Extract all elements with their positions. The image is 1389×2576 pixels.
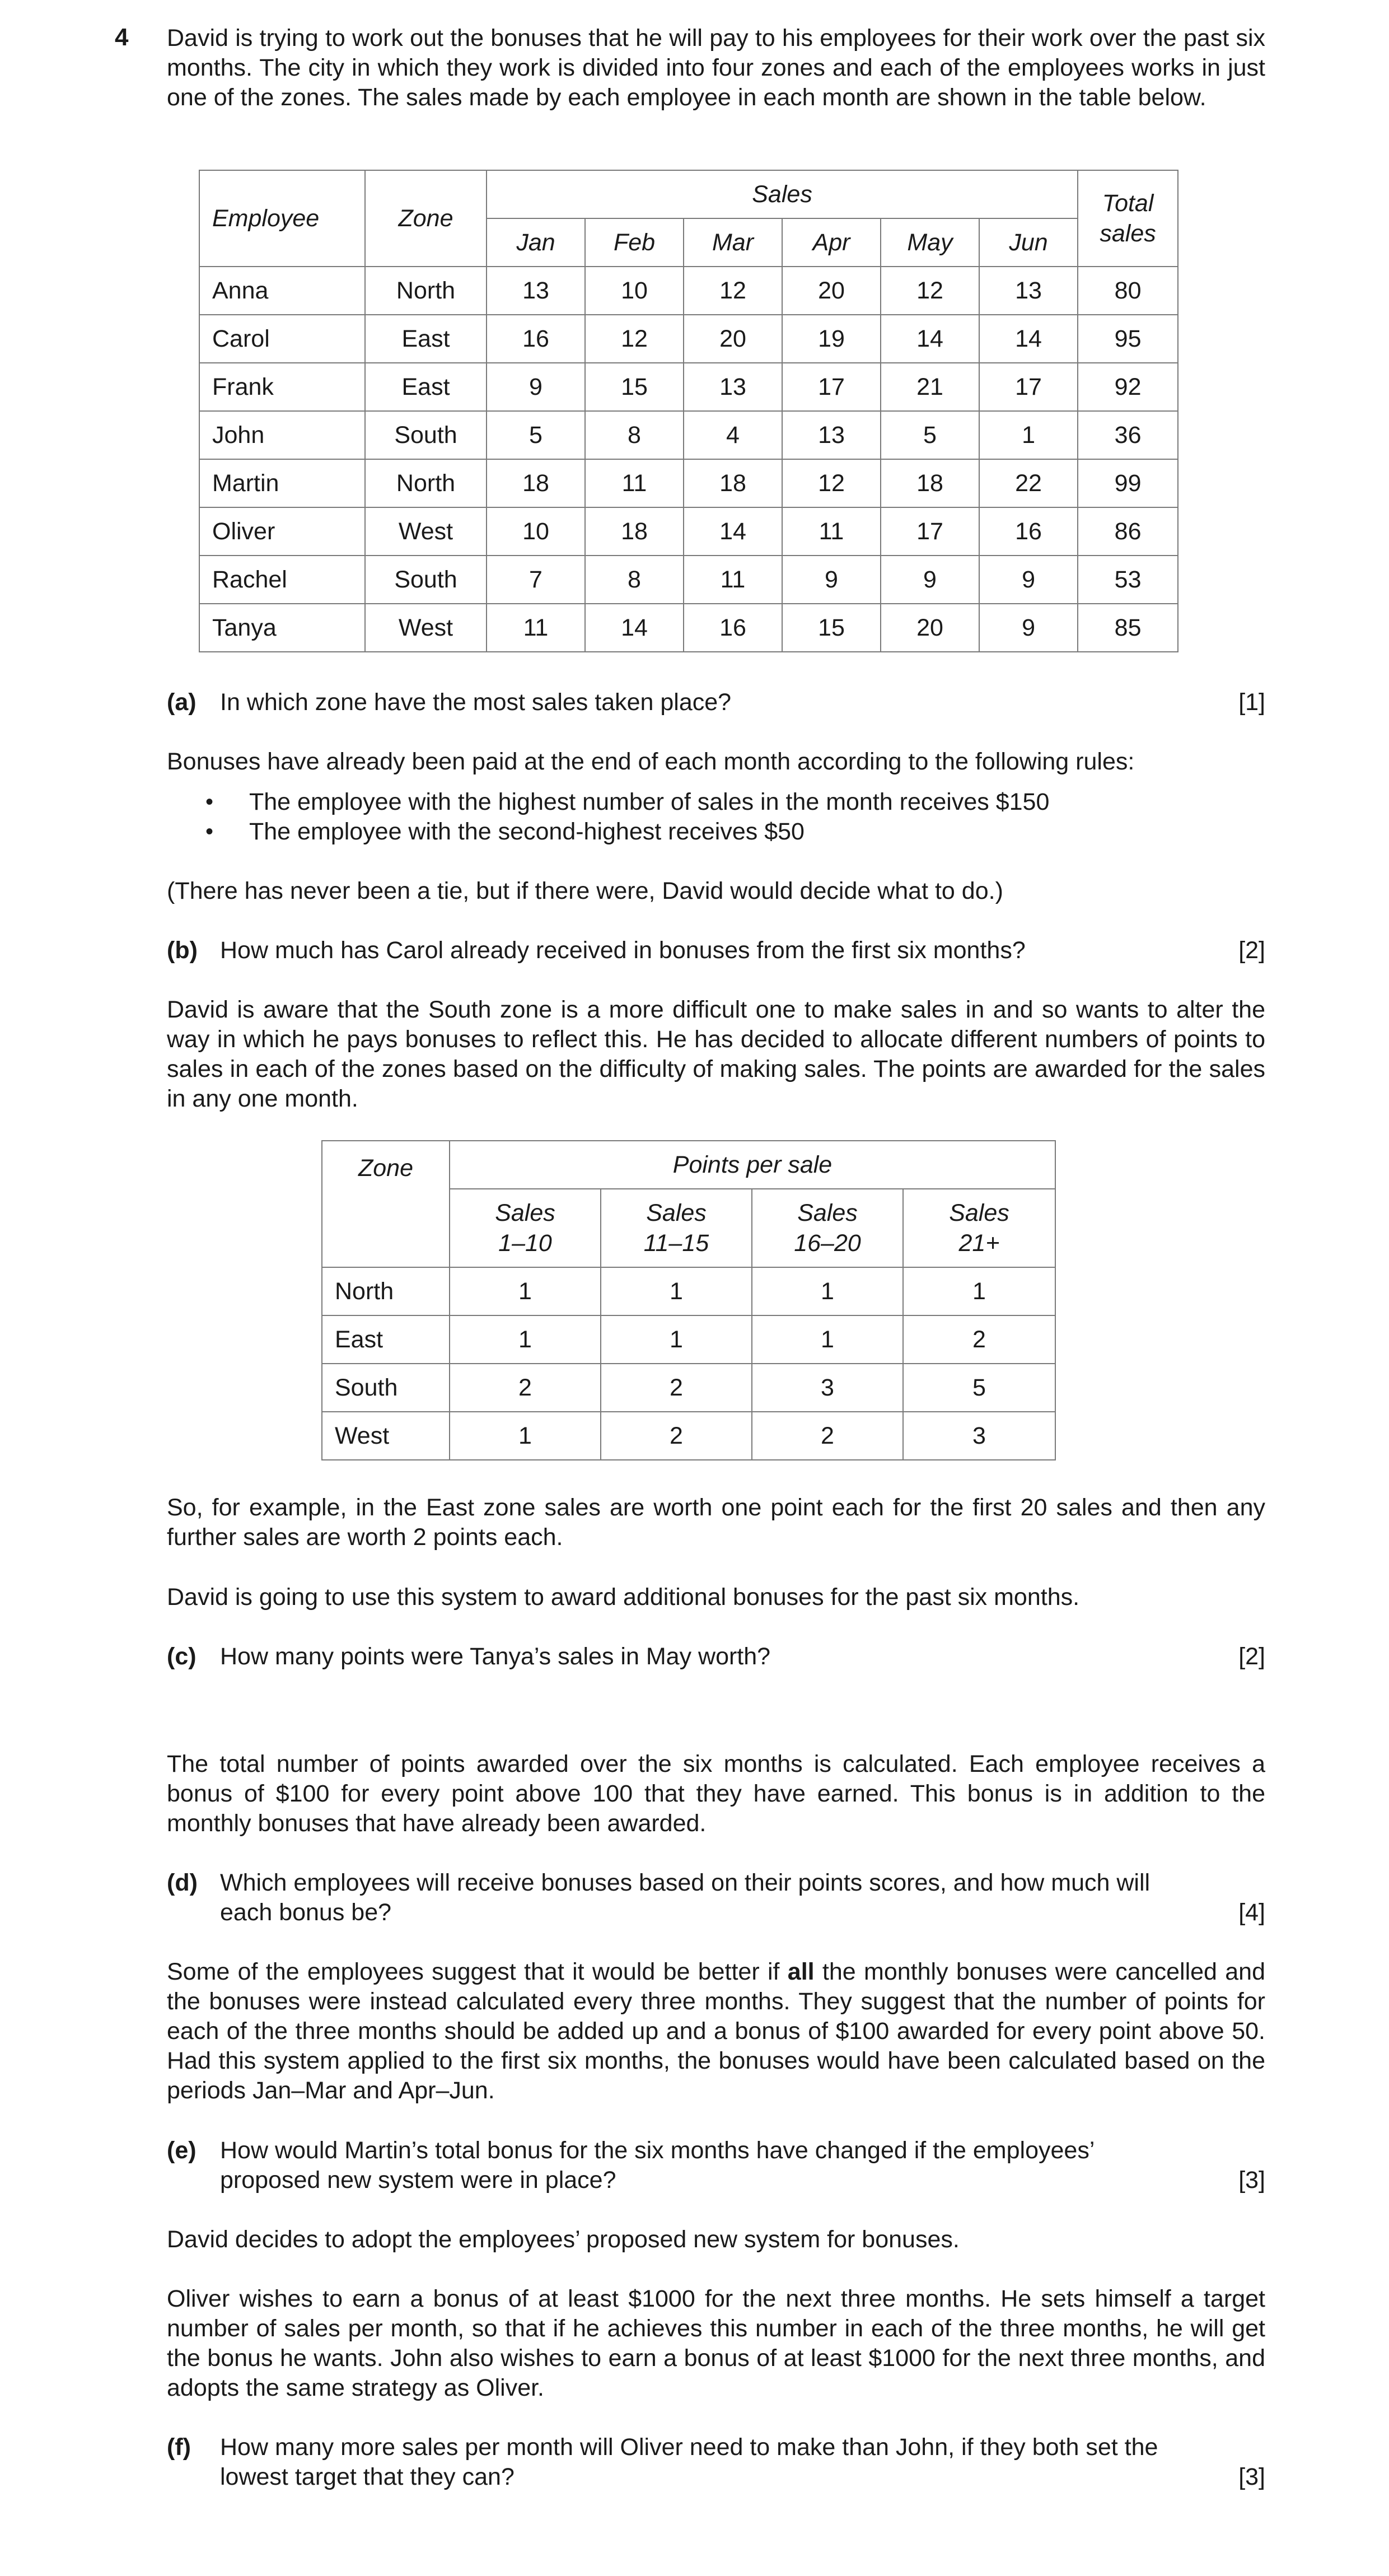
zone-cell: West xyxy=(365,604,487,652)
employee-name-cell: Rachel xyxy=(199,556,365,604)
example-paragraph: So, for example, in the East zone sales are worth one point each for the first 20 sales and then any further sales are worth 2 points each. xyxy=(167,1494,1265,1551)
sales-cell: 9 xyxy=(487,363,585,411)
question-label: (f) xyxy=(167,2434,191,2461)
question-number: 4 xyxy=(115,24,129,51)
employee-name-cell: Martin xyxy=(199,459,365,507)
sales-cell: 14 xyxy=(881,315,979,363)
sales-cell: 16 xyxy=(979,507,1078,556)
bonus-rules-intro: Bonuses have already been paid at the end of each month according to the following rules: xyxy=(167,748,1135,775)
table-row xyxy=(199,315,1178,363)
points-cell: 3 xyxy=(903,1412,1055,1460)
sales-cell: 11 xyxy=(487,604,585,652)
question-marks: [4] xyxy=(1238,1899,1265,1926)
question-marks: [3] xyxy=(1238,2167,1265,2194)
sales-cell: 16 xyxy=(684,604,782,652)
question-text: How many more sales per month will Oliver need to make than John, if they both set the lowest target that they can? xyxy=(220,2434,1158,2490)
sales-cell: 9 xyxy=(782,556,881,604)
table-row xyxy=(199,363,1178,411)
employee-name-cell: Oliver xyxy=(199,507,365,556)
header-month: Jun xyxy=(979,218,1078,267)
sales-cell: 9 xyxy=(979,604,1078,652)
points-cell: 3 xyxy=(752,1364,903,1412)
zone-cell: West xyxy=(322,1412,450,1460)
sales-cell: 8 xyxy=(585,556,684,604)
sales-cell: 13 xyxy=(684,363,782,411)
points-cell: 2 xyxy=(752,1412,903,1460)
points-table xyxy=(321,1140,1056,1460)
total-sales-cell: 95 xyxy=(1078,315,1178,363)
sales-cell: 14 xyxy=(585,604,684,652)
sales-cell: 11 xyxy=(684,556,782,604)
sales-cell: 12 xyxy=(585,315,684,363)
employee-name-cell: Anna xyxy=(199,267,365,315)
header-month: Mar xyxy=(684,218,782,267)
header-month: Jan xyxy=(487,218,585,267)
points-cell: 1 xyxy=(450,1412,601,1460)
sales-cell: 12 xyxy=(684,267,782,315)
header-employee: Employee xyxy=(199,170,365,267)
points-cell: 2 xyxy=(601,1412,752,1460)
total-sales-cell: 36 xyxy=(1078,411,1178,459)
south-zone-paragraph: David is aware that the South zone is a more difficult one to make sales in and so wants to alter the way in which he pays bonuses to reflect this. He has decided to allocate different numbers of points to sales in each of the zones based on the difficulty of making sales. The points are awarded for the sales in any one month. xyxy=(167,996,1265,1112)
question-marks: [2] xyxy=(1238,1643,1265,1670)
sales-cell: 18 xyxy=(881,459,979,507)
bullet-dot: • xyxy=(205,790,214,814)
question-marks: [1] xyxy=(1238,689,1265,716)
sales-cell: 20 xyxy=(782,267,881,315)
header-sales-band: Sales 16–20 xyxy=(752,1189,903,1267)
intro-paragraph: David is trying to work out the bonuses that he will pay to his employees for their work over the past six months. The city in which they work is divided into four zones and each of the employees works in just one of the zones. The sales made by each employee in each month are shown in the table below. xyxy=(167,25,1265,111)
sales-cell: 20 xyxy=(684,315,782,363)
zone-cell: South xyxy=(365,556,487,604)
points-cell: 1 xyxy=(752,1315,903,1364)
sales-cell: 13 xyxy=(979,267,1078,315)
question-label: (e) xyxy=(167,2137,197,2164)
employee-name-cell: Tanya xyxy=(199,604,365,652)
sales-cell: 9 xyxy=(881,556,979,604)
zone-cell: North xyxy=(365,459,487,507)
table-row xyxy=(322,1364,1055,1412)
header-month: May xyxy=(881,218,979,267)
header-zone: Zone xyxy=(322,1141,450,1267)
sales-cell: 15 xyxy=(782,604,881,652)
points-table-body xyxy=(322,1267,1055,1460)
sales-cell: 18 xyxy=(487,459,585,507)
zone-cell: East xyxy=(322,1315,450,1364)
question-text: How much has Carol already received in bonuses from the first six months? xyxy=(220,937,1026,964)
header-month: Apr xyxy=(782,218,881,267)
question-text: How would Martin’s total bonus for the six months have changed if the employees’ proposed new system were in place? xyxy=(220,2137,1094,2194)
sales-table-body xyxy=(199,267,1178,652)
employee-name-cell: Carol xyxy=(199,315,365,363)
sales-cell: 18 xyxy=(684,459,782,507)
question-text: Which employees will receive bonuses based on their points scores, and how much will each bonus be? xyxy=(220,1869,1151,1926)
sales-cell: 7 xyxy=(487,556,585,604)
bullet-text: The employee with the highest number of sales in the month receives $150 xyxy=(249,788,1050,815)
sales-cell: 17 xyxy=(782,363,881,411)
sales-cell: 9 xyxy=(979,556,1078,604)
total-sales-cell: 80 xyxy=(1078,267,1178,315)
zone-cell: South xyxy=(322,1364,450,1412)
sales-cell: 13 xyxy=(782,411,881,459)
points-cell: 1 xyxy=(601,1315,752,1364)
system-paragraph: David is going to use this system to award additional bonuses for the past six months. xyxy=(167,1584,1080,1611)
sales-cell: 11 xyxy=(585,459,684,507)
sales-cell: 11 xyxy=(782,507,881,556)
emphasis-all: all xyxy=(787,1958,815,1985)
sales-cell: 14 xyxy=(684,507,782,556)
zone-cell: East xyxy=(365,363,487,411)
header-zone: Zone xyxy=(365,170,487,267)
question-marks: [2] xyxy=(1238,937,1265,964)
table-row xyxy=(199,411,1178,459)
points-cell: 1 xyxy=(450,1267,601,1315)
table-row xyxy=(199,556,1178,604)
question-marks: [3] xyxy=(1238,2463,1265,2490)
suggestion-paragraph: Some of the employees suggest that it would be better if all the monthly bonuses were cancelled and the bonuses were instead calculated every three months. They suggest that the number of points for each of the three months should be added up and a bonus of $100 awarded for every point above 50. Had this system applied to the first six months, the bonuses would have been calculated based on the periods Jan–Mar and Apr–Jun. xyxy=(167,1958,1266,2104)
question-label: (b) xyxy=(167,937,198,964)
sales-cell: 17 xyxy=(979,363,1078,411)
employee-name-cell: Frank xyxy=(199,363,365,411)
sales-cell: 1 xyxy=(979,411,1078,459)
question-label: (c) xyxy=(167,1643,197,1670)
sales-cell: 12 xyxy=(881,267,979,315)
table-row xyxy=(322,1412,1055,1460)
zone-cell: South xyxy=(365,411,487,459)
total-sales-cell: 86 xyxy=(1078,507,1178,556)
header-sales-band: Sales 11–15 xyxy=(601,1189,752,1267)
total-sales-cell: 85 xyxy=(1078,604,1178,652)
sales-cell: 15 xyxy=(585,363,684,411)
oliver-paragraph: Oliver wishes to earn a bonus of at least $1000 for the next three months. He sets himself a target number of sales per month, so that if he achieves this number in each of the three months, he will get the bonus he wants. John also wishes to earn a bonus of at least $1000 for the next three months, and adopts the same strategy as Oliver. xyxy=(167,2285,1265,2401)
sales-cell: 4 xyxy=(684,411,782,459)
sales-cell: 17 xyxy=(881,507,979,556)
table-row xyxy=(322,1267,1055,1315)
table-row xyxy=(199,604,1178,652)
employee-name-cell: John xyxy=(199,411,365,459)
table-row xyxy=(199,267,1178,315)
zone-cell: East xyxy=(365,315,487,363)
points-cell: 2 xyxy=(450,1364,601,1412)
tie-note: (There has never been a tie, but if there were, David would decide what to do.) xyxy=(167,878,1003,904)
sales-cell: 21 xyxy=(881,363,979,411)
sales-cell: 19 xyxy=(782,315,881,363)
zone-cell: West xyxy=(365,507,487,556)
bullet-dot: • xyxy=(205,819,214,844)
table-row xyxy=(199,459,1178,507)
total-sales-cell: 92 xyxy=(1078,363,1178,411)
sales-cell: 18 xyxy=(585,507,684,556)
points-cell: 1 xyxy=(752,1267,903,1315)
header-total-sales: Total sales xyxy=(1078,170,1178,267)
question-text: In which zone have the most sales taken place? xyxy=(220,689,732,716)
points-cell: 2 xyxy=(903,1315,1055,1364)
total-points-paragraph: The total number of points awarded over the six months is calculated. Each employee receives a bonus of $100 for every point above 100 that they have earned. This bonus is in addition to the monthly bonuses that have already been awarded. xyxy=(167,1751,1265,1837)
points-cell: 1 xyxy=(450,1315,601,1364)
total-sales-cell: 99 xyxy=(1078,459,1178,507)
zone-cell: North xyxy=(322,1267,450,1315)
header-sales: Sales xyxy=(487,170,1078,218)
sales-cell: 14 xyxy=(979,315,1078,363)
question-label: (a) xyxy=(167,689,197,716)
sales-cell: 10 xyxy=(487,507,585,556)
header-sales-band: Sales 1–10 xyxy=(450,1189,601,1267)
points-cell: 5 xyxy=(903,1364,1055,1412)
points-cell: 1 xyxy=(903,1267,1055,1315)
sales-table xyxy=(199,170,1178,652)
sales-cell: 5 xyxy=(881,411,979,459)
zone-cell: North xyxy=(365,267,487,315)
sales-cell: 10 xyxy=(585,267,684,315)
header-month: Feb xyxy=(585,218,684,267)
sales-cell: 16 xyxy=(487,315,585,363)
header-points-per-sale: Points per sale xyxy=(450,1141,1055,1189)
sales-cell: 5 xyxy=(487,411,585,459)
header-sales-band: Sales 21+ xyxy=(903,1189,1055,1267)
points-cell: 1 xyxy=(601,1267,752,1315)
sales-cell: 8 xyxy=(585,411,684,459)
bullet-text: The employee with the second-highest receives $50 xyxy=(249,818,805,845)
question-label: (d) xyxy=(167,1869,198,1896)
table-row xyxy=(199,507,1178,556)
sales-cell: 13 xyxy=(487,267,585,315)
table-row xyxy=(322,1315,1055,1364)
adopt-paragraph: David decides to adopt the employees’ proposed new system for bonuses. xyxy=(167,2226,960,2253)
sales-cell: 22 xyxy=(979,459,1078,507)
sales-cell: 12 xyxy=(782,459,881,507)
question-text: How many points were Tanya’s sales in May worth? xyxy=(220,1643,771,1670)
points-cell: 2 xyxy=(601,1364,752,1412)
total-sales-cell: 53 xyxy=(1078,556,1178,604)
sales-cell: 20 xyxy=(881,604,979,652)
